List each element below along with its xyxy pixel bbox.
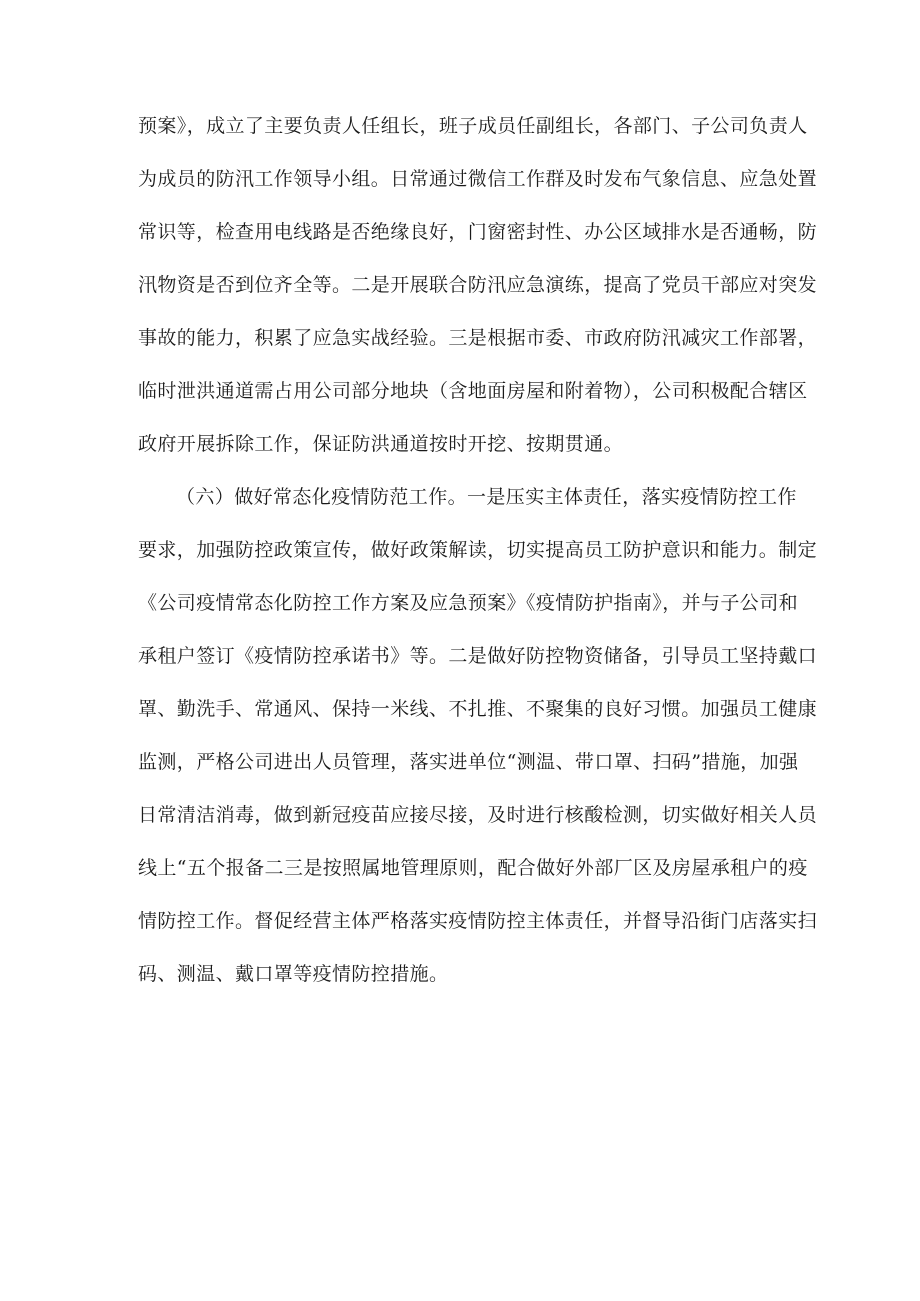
text-line: 预案》，成立了主要负责人任组长，班子成员任副组长，各部门、子公司负责人 [138,115,808,137]
text-line: 政府开展拆除工作，保证防洪通道按时开挖、按期贯通。 [138,433,624,455]
text-line: 承租户签订《疫情防控承诺书》等。二是做好防控物资储备，引导员工坚持戴口 [138,645,818,667]
text-line: 情防控工作。督促经营主体严格落实疫情防控主体责任，并督导沿街门店落实扫 [138,910,818,932]
text-line: 为成员的防汛工作领导小组。日常通过微信工作群及时发布气象信息、应急处置 [138,168,818,190]
text-line: 要求，加强防控政策宣传，做好政策解读，切实提高员工防护意识和能力。制定 [138,539,818,561]
text-line: 常识等，检查用电线路是否绝缘良好，门窗密封性、办公区域排水是否通畅，防 [138,221,818,243]
text-line: （六）做好常态化疫情防范工作。一是压实主体责任，落实疫情防控工作 [176,486,797,508]
text-line: 日常清洁消毒，做到新冠疫苗应接尽接，及时进行核酸检测，切实做好相关人员 [138,804,818,826]
text-line: 《公司疫情常态化防控工作方案及应急预案》《疫情防护指南》，并与子公司和 [138,592,799,614]
text-line: 罩、勤洗手、常通风、保持一米线、不扎推、不聚集的良好习惯。加强员工健康 [138,698,818,720]
text-line: 事故的能力，积累了应急实战经验。三是根据市委、市政府防汛减灾工作部署， [138,327,818,349]
text-line: 临时泄洪通道需占用公司部分地块（含地面房屋和附着物），公司积极配合辖区 [138,380,808,402]
text-line: 码、测温、戴口罩等疫情防控措施。 [138,963,449,985]
text-line: 汛物资是否到位齐全等。二是开展联合防汛应急演练，提高了党员干部应对突发 [138,274,818,296]
text-line: 监测，严格公司进出人员管理，落实进单位“测温、带口罩、扫码”措施，加强 [138,751,799,773]
text-line: 线上“五个报备二三是按照属地管理原则，配合做好外部厂区及房屋承租户的疫 [138,857,808,879]
